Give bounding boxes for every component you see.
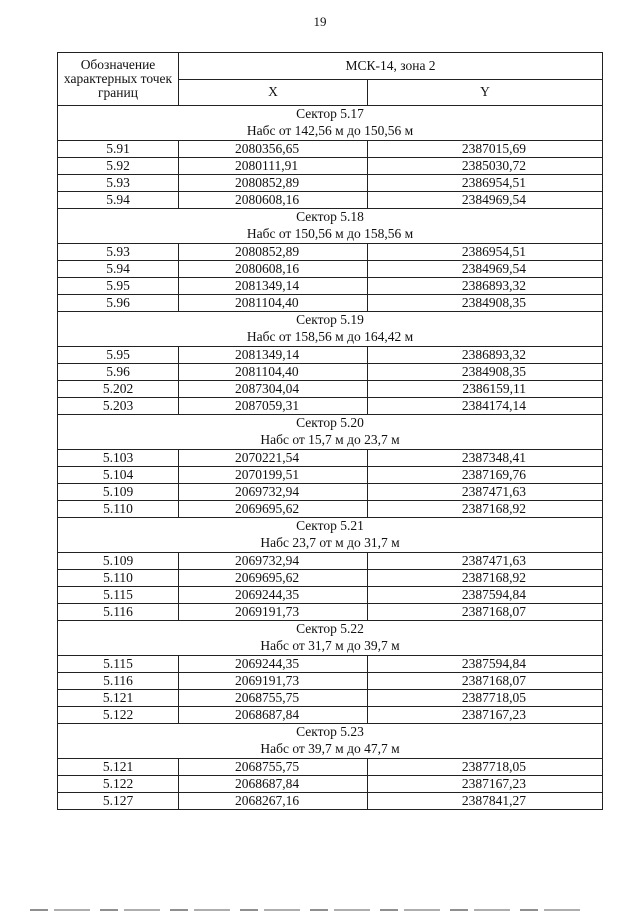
table-row	[58, 398, 603, 415]
x-coordinate-cell: 2069244,35	[179, 656, 368, 673]
table-row	[58, 261, 603, 278]
table-row	[58, 793, 603, 810]
sector-height-range: Набс от 142,56 м до 150,56 м	[246, 123, 414, 138]
x-coordinate-cell: 2087304,04	[179, 381, 368, 398]
table-row	[58, 570, 603, 587]
table-row	[58, 295, 603, 312]
y-coordinate-cell: 2387168,92	[368, 501, 603, 518]
table-row	[58, 501, 603, 518]
x-coordinate-cell: 2080608,16	[179, 261, 368, 278]
y-coordinate-cell: 2387594,84	[368, 587, 603, 604]
x-coordinate-cell: 2080356,65	[179, 141, 368, 158]
x-coordinate-cell: 2069732,94	[179, 484, 368, 501]
sector-row	[58, 209, 603, 244]
sector-cell	[58, 621, 603, 656]
y-coordinate-cell: 2386159,11	[368, 381, 603, 398]
point-cell: 5.104	[58, 467, 179, 484]
table-row	[58, 141, 603, 158]
sector-title: Сектор 5.20	[296, 415, 364, 431]
sector-height-range: Набс от 15,7 м до 23,7 м	[260, 432, 400, 447]
x-coordinate-cell: 2068687,84	[179, 707, 368, 724]
point-cell: 5.96	[58, 295, 179, 312]
y-coordinate-cell: 2387167,23	[368, 707, 603, 724]
point-cell: 5.94	[58, 192, 179, 209]
point-cell: 5.103	[58, 450, 179, 467]
sector-row	[58, 518, 603, 553]
table-row	[58, 192, 603, 209]
y-coordinate-cell: 2385030,72	[368, 158, 603, 175]
point-cell: 5.93	[58, 244, 179, 261]
sector-row	[58, 312, 603, 347]
y-coordinate-cell: 2384908,35	[368, 295, 603, 312]
y-coordinate-cell: 2387169,76	[368, 467, 603, 484]
table-row	[58, 467, 603, 484]
x-coordinate-cell: 2087059,31	[179, 398, 368, 415]
y-coordinate-cell: 2387594,84	[368, 656, 603, 673]
point-cell: 5.96	[58, 364, 179, 381]
y-column-header: Y	[368, 80, 603, 106]
y-coordinate-cell: 2384969,54	[368, 261, 603, 278]
point-cell: 5.92	[58, 158, 179, 175]
table-row	[58, 450, 603, 467]
y-coordinate-cell: 2387718,05	[368, 759, 603, 776]
sector-row	[58, 106, 603, 141]
point-cell: 5.202	[58, 381, 179, 398]
x-coordinate-cell: 2069732,94	[179, 553, 368, 570]
table-row	[58, 759, 603, 776]
y-coordinate-cell: 2386893,32	[368, 347, 603, 364]
y-coordinate-cell: 2387168,07	[368, 604, 603, 621]
sector-cell	[58, 415, 603, 450]
point-cell: 5.110	[58, 501, 179, 518]
y-coordinate-cell: 2386893,32	[368, 278, 603, 295]
table-row	[58, 673, 603, 690]
y-coordinate-cell: 2386954,51	[368, 175, 603, 192]
coordinates-table	[57, 52, 603, 810]
sector-cell	[58, 106, 603, 141]
sector-title: Сектор 5.18	[296, 209, 364, 225]
point-cell: 5.122	[58, 707, 179, 724]
point-cell: 5.121	[58, 759, 179, 776]
table-row	[58, 364, 603, 381]
y-coordinate-cell: 2387718,05	[368, 690, 603, 707]
y-coordinate-cell: 2384174,14	[368, 398, 603, 415]
sector-title: Сектор 5.17	[296, 106, 364, 122]
y-coordinate-cell: 2384908,35	[368, 364, 603, 381]
x-coordinate-cell: 2068755,75	[179, 759, 368, 776]
sector-height-range: Набс 23,7 от м до 31,7 м	[260, 535, 400, 550]
coord-system-header: МСК-14, зона 2	[179, 53, 603, 80]
table-row	[58, 158, 603, 175]
table-row	[58, 690, 603, 707]
table-row	[58, 381, 603, 398]
x-coordinate-cell: 2068687,84	[179, 776, 368, 793]
table-row	[58, 175, 603, 192]
table-row	[58, 587, 603, 604]
sector-height-range: Набс от 39,7 м до 47,7 м	[260, 741, 400, 756]
x-coordinate-cell: 2069191,73	[179, 673, 368, 690]
sector-cell	[58, 209, 603, 244]
x-coordinate-cell: 2081104,40	[179, 295, 368, 312]
sector-row	[58, 724, 603, 759]
sector-cell	[58, 724, 603, 759]
sector-height-range: Набс от 158,56 м до 164,42 м	[246, 329, 414, 344]
y-coordinate-cell: 2387168,07	[368, 673, 603, 690]
table-row	[58, 656, 603, 673]
x-coordinate-cell: 2081349,14	[179, 278, 368, 295]
sector-title: Сектор 5.23	[296, 724, 364, 740]
table-row	[58, 484, 603, 501]
table-body	[58, 106, 603, 810]
y-coordinate-cell: 2387167,23	[368, 776, 603, 793]
point-cell: 5.94	[58, 261, 179, 278]
x-coordinate-cell: 2069244,35	[179, 587, 368, 604]
point-cell: 5.93	[58, 175, 179, 192]
x-coordinate-cell: 2069695,62	[179, 570, 368, 587]
y-coordinate-cell: 2387471,63	[368, 553, 603, 570]
sector-title: Сектор 5.22	[296, 621, 364, 637]
point-cell: 5.109	[58, 484, 179, 501]
point-cell: 5.116	[58, 604, 179, 621]
table-row	[58, 553, 603, 570]
y-coordinate-cell: 2387015,69	[368, 141, 603, 158]
sector-cell	[58, 312, 603, 347]
x-coordinate-cell: 2069191,73	[179, 604, 368, 621]
table-row	[58, 278, 603, 295]
point-cell: 5.109	[58, 553, 179, 570]
x-coordinate-cell: 2070199,51	[179, 467, 368, 484]
point-cell: 5.110	[58, 570, 179, 587]
x-coordinate-cell: 2069695,62	[179, 501, 368, 518]
sector-row	[58, 621, 603, 656]
point-cell: 5.116	[58, 673, 179, 690]
table-row	[58, 244, 603, 261]
y-coordinate-cell: 2387348,41	[368, 450, 603, 467]
point-cell: 5.115	[58, 656, 179, 673]
table-row	[58, 707, 603, 724]
table-row	[58, 604, 603, 621]
x-coordinate-cell: 2080852,89	[179, 175, 368, 192]
sector-row	[58, 415, 603, 450]
point-cell: 5.127	[58, 793, 179, 810]
sector-title: Сектор 5.19	[296, 312, 364, 328]
x-coordinate-cell: 2080852,89	[179, 244, 368, 261]
x-coordinate-cell: 2081104,40	[179, 364, 368, 381]
point-cell: 5.115	[58, 587, 179, 604]
x-coordinate-cell: 2068755,75	[179, 690, 368, 707]
point-cell: 5.203	[58, 398, 179, 415]
x-coordinate-cell: 2081349,14	[179, 347, 368, 364]
point-cell: 5.122	[58, 776, 179, 793]
sector-cell	[58, 518, 603, 553]
sector-height-range: Набс от 150,56 м до 158,56 м	[246, 226, 414, 241]
table-row	[58, 347, 603, 364]
point-cell: 5.95	[58, 347, 179, 364]
x-column-header: X	[179, 80, 368, 106]
x-coordinate-cell: 2080608,16	[179, 192, 368, 209]
y-coordinate-cell: 2387168,92	[368, 570, 603, 587]
scan-edge-artifact	[30, 909, 590, 911]
y-coordinate-cell: 2384969,54	[368, 192, 603, 209]
x-coordinate-cell: 2068267,16	[179, 793, 368, 810]
y-coordinate-cell: 2386954,51	[368, 244, 603, 261]
x-coordinate-cell: 2070221,54	[179, 450, 368, 467]
page-number: 19	[313, 14, 327, 29]
y-coordinate-cell: 2387471,63	[368, 484, 603, 501]
y-coordinate-cell: 2387841,27	[368, 793, 603, 810]
point-designation-header: Обозначение характерных точек границ	[58, 53, 179, 106]
point-cell: 5.91	[58, 141, 179, 158]
table-row	[58, 776, 603, 793]
point-cell: 5.121	[58, 690, 179, 707]
x-coordinate-cell: 2080111,91	[179, 158, 368, 175]
sector-height-range: Набс от 31,7 м до 39,7 м	[260, 638, 400, 653]
sector-title: Сектор 5.21	[296, 518, 364, 534]
point-cell: 5.95	[58, 278, 179, 295]
